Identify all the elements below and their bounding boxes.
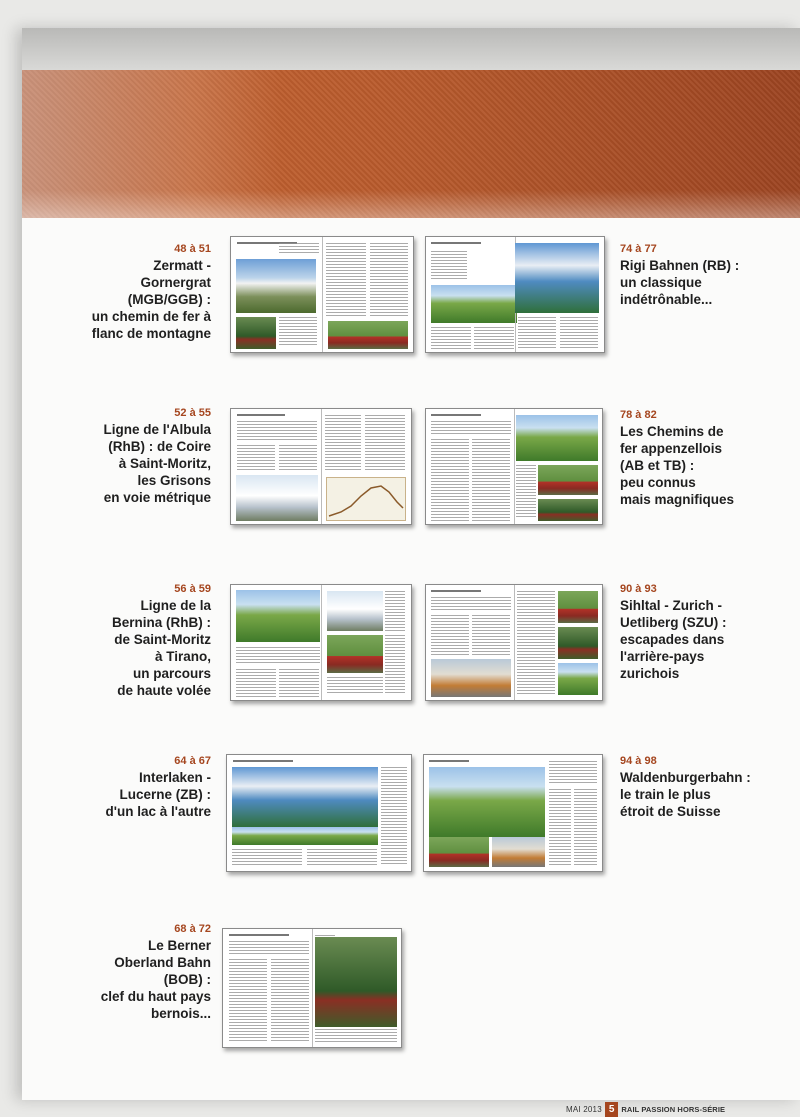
magazine-page xyxy=(22,28,800,1115)
thumbnail-bob xyxy=(222,928,402,1048)
entry-title: Sihltal - Zurich - Uetliberg (SZU) : escapades dans l'arrière-pays zurichois xyxy=(620,598,727,681)
entry-interlaken xyxy=(106,754,211,820)
entry-pages: 78 à 82 xyxy=(620,409,657,421)
thumbnail-photo xyxy=(492,837,545,867)
thumbnail-interlaken xyxy=(226,754,412,872)
entry-albula xyxy=(104,406,211,506)
thumbnail-photo xyxy=(558,591,598,623)
entry-appenzell xyxy=(620,408,734,508)
thumbnail-photo xyxy=(429,767,545,837)
entry-rigi xyxy=(620,242,739,308)
entry-title: Les Chemins de fer appenzellois (AB et TB) : peu connus mais magnifiques xyxy=(620,424,735,507)
thumbnail-photo xyxy=(538,465,598,495)
thumbnail-photo xyxy=(431,659,511,697)
thumbnail-photo xyxy=(327,635,383,673)
thumbnail-albula xyxy=(230,408,412,525)
entry-pages: 68 à 72 xyxy=(174,923,211,935)
thumbnail-sihltal xyxy=(425,584,603,701)
thumbnail-photo xyxy=(429,837,489,867)
page-number: 5 xyxy=(605,1102,619,1117)
entry-title: Interlaken - Lucerne (ZB) : d'un lac à l'autre xyxy=(105,770,211,819)
thumbnail-photo xyxy=(431,285,517,323)
entry-title: Waldenburgerbahn : le train le plus étroit de Suisse xyxy=(620,770,751,819)
entry-bernina xyxy=(112,582,211,699)
thumbnail-photo xyxy=(232,827,378,845)
entry-title: Rigi Bahnen (RB) : un classique indétrônable... xyxy=(620,258,740,307)
entry-title: Ligne de l'Albula (RhB) : de Coire à Saint-Moritz, les Grisons en voie métrique xyxy=(103,422,211,505)
thumbnail-photo xyxy=(515,243,599,313)
entry-pages: 48 à 51 xyxy=(174,243,211,255)
entry-pages: 90 à 93 xyxy=(620,583,657,595)
footer-date: MAI 2013 xyxy=(566,1104,602,1114)
entry-pages: 74 à 77 xyxy=(620,243,657,255)
thumbnail-bernina xyxy=(230,584,412,701)
entry-pages: 52 à 55 xyxy=(174,407,211,419)
entry-pages: 64 à 67 xyxy=(174,755,211,767)
thumbnail-appenzell xyxy=(425,408,603,525)
entry-title: Zermatt - Gornergrat (MGB/GGB) : un chemin de fer à flanc de montagne xyxy=(91,258,211,341)
header-banner xyxy=(22,70,800,218)
entry-title: Le Berner Oberland Bahn (BOB) : clef du haut pays bernois... xyxy=(100,938,211,1021)
thumbnail-photo xyxy=(236,590,320,642)
entry-pages: 56 à 59 xyxy=(174,583,211,595)
thumbnail-photo xyxy=(236,475,318,521)
thumbnail-photo xyxy=(516,415,598,461)
thumbnail-photo xyxy=(558,627,598,659)
entry-sihltal xyxy=(620,582,727,682)
thumbnail-photo xyxy=(328,321,408,349)
thumbnail-photo xyxy=(232,767,378,827)
thumbnail-photo xyxy=(558,663,598,695)
elevation-profile-graphic xyxy=(326,477,406,521)
thumbnail-rigi xyxy=(425,236,605,353)
thumbnail-photo xyxy=(236,259,316,313)
thumbnail-photo xyxy=(327,591,383,631)
thumbnail-photo xyxy=(538,499,598,521)
thumbnail-waldenburgerbahn xyxy=(423,754,603,872)
thumbnail-photo xyxy=(315,937,397,1027)
entry-pages: 94 à 98 xyxy=(620,755,657,767)
thumbnail-photo xyxy=(236,317,276,349)
entry-zermatt xyxy=(92,242,211,342)
page-footer xyxy=(566,1101,725,1117)
magazine-name: RAIL PASSION HORS-SÉRIE xyxy=(621,1104,726,1114)
entry-bob xyxy=(101,922,211,1022)
entry-title: Ligne de la Bernina (RhB) : de Saint-Moritz à Tirano, un parcours de haute volée xyxy=(112,598,211,698)
entry-waldenburgerbahn xyxy=(620,754,751,820)
thumbnail-zermatt xyxy=(230,236,414,353)
top-gray-strip xyxy=(22,28,800,70)
